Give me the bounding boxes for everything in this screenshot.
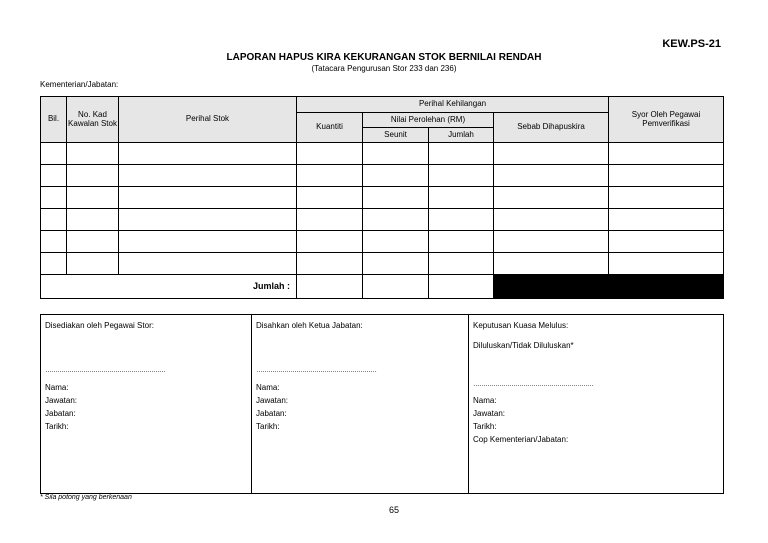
ketua-signature-line: …………………………………………………… [256,367,376,374]
table-row [41,209,724,231]
kuasa-jawatan: Jawatan: [473,409,506,418]
report-subtitle: (Tatacara Pengurusan Stor 233 dan 236) [311,64,457,73]
table-row [41,187,724,209]
signature-ketua-jabatan [252,315,469,494]
kuasa-cop: Cop Kementerian/Jabatan: [473,435,569,444]
signature-kuasa-melulus [469,315,724,494]
total-kuantiti [297,275,363,299]
header-syor: Syor Oleh Pegawai Pemverifikasi [609,97,724,143]
header-jumlah: Jumlah [429,128,494,143]
ketua-jawatan: Jawatan: [256,396,289,405]
ketua-jabatan: Jabatan: [256,409,287,418]
kuasa-decision: Diluluskan/Tidak Diluluskan* [473,341,574,350]
header-seunit: Seunit [363,128,429,143]
header-perihal-kehilangan: Perihal Kehilangan [297,97,609,113]
ketua-nama: Nama: [256,383,280,392]
signature-stor-officer [41,315,252,494]
kuasa-signature-line: …………………………………………………… [473,381,593,388]
report-title: LAPORAN HAPUS KIRA KEKURANGAN STOK BERNILAI RENDAH [226,52,542,63]
header-nilai-perolehan: Nilai Perolehan (RM) [363,113,494,128]
total-row [41,275,724,299]
header-no-kad: No. Kad Kawalan Stok [67,97,119,143]
stock-table [40,96,724,299]
form-code: KEW.PS-21 [662,38,721,50]
kuasa-nama: Nama: [473,396,497,405]
blacked-out-cell [494,275,724,299]
stor-jabatan: Jabatan: [45,409,76,418]
total-jumlah [429,275,494,299]
page-number: 65 [388,505,399,515]
signature-table [40,314,724,494]
header-perihal-stok: Perihal Stok [119,97,297,143]
kuasa-heading: Keputusan Kuasa Melulus: [473,321,569,330]
total-seunit [363,275,429,299]
total-label: Jumlah : [41,275,297,299]
stor-nama: Nama: [45,383,69,392]
table-row [41,253,724,275]
stor-tarikh: Tarikh: [45,422,69,431]
ketua-heading: Disahkan oleh Ketua Jabatan: [256,321,363,330]
header-sebab: Sebab Dihapuskira [494,113,609,143]
stor-jawatan: Jawatan: [45,396,78,405]
header-kuantiti: Kuantiti [297,113,363,143]
stor-heading: Disediakan oleh Pegawai Stor: [45,321,154,330]
table-row [41,231,724,253]
footnote: * Sila potong yang berkenaan [40,494,132,501]
table-row [41,143,724,165]
ketua-tarikh: Tarikh: [256,422,280,431]
header-bil: Bil. [41,97,67,143]
stor-signature-line: …………………………………………………… [45,367,165,374]
ministry-label: Kementerian/Jabatan: [40,80,119,89]
table-row [41,165,724,187]
kuasa-tarikh: Tarikh: [473,422,497,431]
